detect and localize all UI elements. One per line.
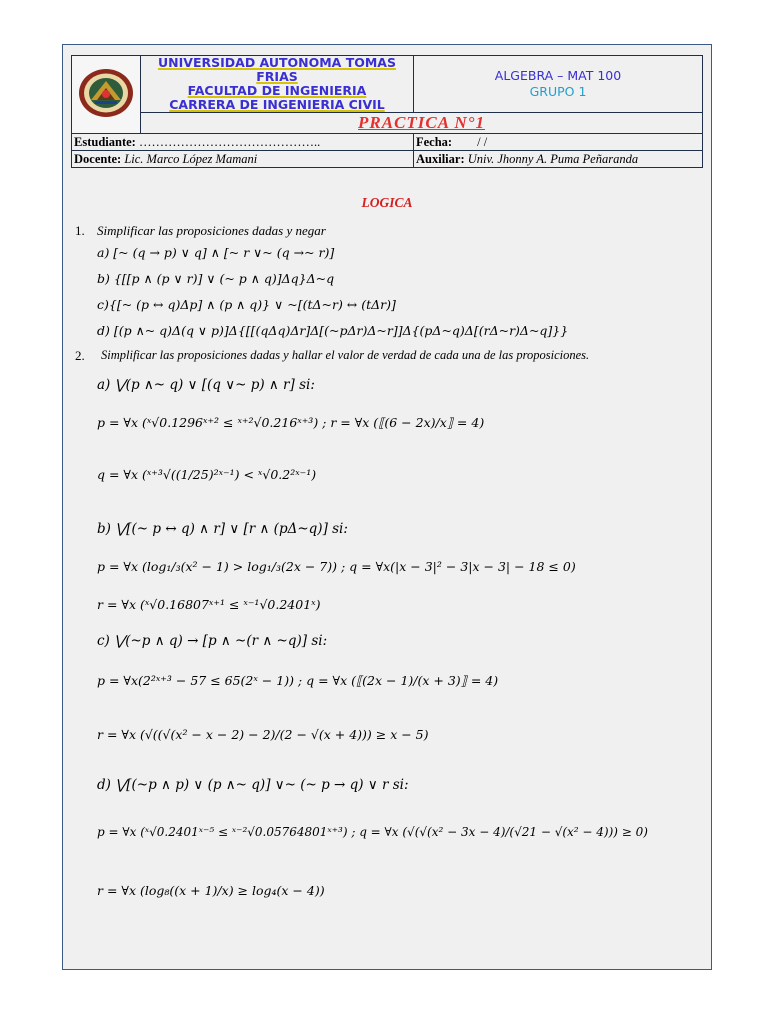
group-name: GRUPO 1: [529, 84, 587, 99]
header-table: [71, 55, 703, 168]
formula-line: b) {[[p ∧ (p ∨ r)] ∨ (~ p ∧ q)]Δq}Δ~q: [97, 271, 335, 286]
problem-number: 2.: [75, 348, 85, 363]
course-name: ALGEBRA – MAT 100: [494, 68, 622, 83]
formula-line: a) ⋁(p ∧~ q) ∨ [(q ∨~ p) ∧ r] si:: [97, 377, 315, 393]
practice-title: PRACTICA N°1: [141, 113, 703, 134]
section-title: LOGICA: [361, 195, 413, 210]
problem-statement: Simplificar las proposiciones dadas y hallar el valor de verdad de cada una de las proposiciones.: [101, 348, 590, 362]
course-info: [414, 56, 703, 113]
date-field: Fecha: / /: [414, 134, 703, 151]
formula-line: c){[~ (p ↔ q)Δp] ∧ (p ∧ q)} ∨ ~[(tΔ~r) ↔ (tΔr)]: [97, 297, 396, 312]
formula-line: p = ∀x (ˣ√0.2401ˣ⁻⁵ ≤ ˣ⁻²√0.05764801ˣ⁺³) ; q = ∀x (√(√(x² − 3x − 4)/(√21 − √(x² − 4))) ≥ 0): [97, 825, 648, 839]
formula-line: d) [(p ∧~ q)Δ(q ∨ p)]Δ{[[(qΔq)Δr]Δ[(~pΔr)Δ~r]]Δ{(pΔ~q)Δ[(rΔ~r)Δ~q]}}: [97, 323, 569, 338]
teacher-field: Docente: Lic. Marco López Mamani: [72, 151, 414, 168]
formula-line: c) ⋁(~p ∧ q) → [p ∧ ~(r ∧ ~q)] si:: [97, 633, 328, 649]
formula-line: p = ∀x (log₁/₃(x² − 1) > log₁/₃(2x − 7)) ; q = ∀x(|x − 3|² − 3|x − 3| − 18 ≤ 0): [97, 559, 576, 574]
university-seal-icon: [72, 56, 141, 134]
formula-line: a) [~ (q → p) ∨ q] ∧ [~ r ∨~ (q →~ r)]: [97, 245, 335, 260]
document-page: [62, 44, 712, 970]
problem-number: 1.: [75, 223, 85, 238]
university-name: UNIVERSIDAD AUTONOMA TOMAS FRIAS FACULTAD DE INGENIERIA CARRERA DE INGENIERIA CIVIL: [141, 56, 414, 113]
assistant-field: Auxiliar: Univ. Jhonny A. Puma Peñaranda: [414, 151, 703, 168]
formula-line: q = ∀x (ˣ⁺³√((1/25)²ˣ⁻¹) < ˣ√0.2²ˣ⁻¹): [97, 467, 317, 482]
formula-line: r = ∀x (ˣ√0.16807ˣ⁺¹ ≤ ˣ⁻¹√0.2401ˣ): [97, 597, 321, 612]
formula-line: p = ∀x(2²ˣ⁺³ − 57 ≤ 65(2ˣ − 1)) ; q = ∀x (⟦(2x − 1)/(x + 3)⟧ = 4): [97, 673, 499, 688]
formula-line: b) ⋁[(~ p ↔ q) ∧ r] ∨ [r ∧ (pΔ~q)] si:: [97, 521, 348, 537]
problem-statement: Simplificar las proposiciones dadas y negar: [97, 223, 326, 238]
formula-line: r = ∀x (log₈((x + 1)/x) ≥ log₄(x − 4)): [97, 883, 325, 898]
student-field: Estudiante: ……………………………………..: [72, 134, 414, 151]
formula-line: d) ⋁[(~p ∧ p) ∨ (p ∧~ q)] ∨~ (~ p → q) ∨ r si:: [97, 777, 409, 793]
formula-line: p = ∀x (ˣ√0.1296ˣ⁺² ≤ ˣ⁺²√0.216ˣ⁺³) ; r = ∀x (⟦(6 − 2x)/x⟧ = 4): [97, 415, 485, 430]
formula-line: r = ∀x (√((√(x² − x − 2) − 2)/(2 − √(x + 4))) ≥ x − 5): [97, 727, 429, 742]
